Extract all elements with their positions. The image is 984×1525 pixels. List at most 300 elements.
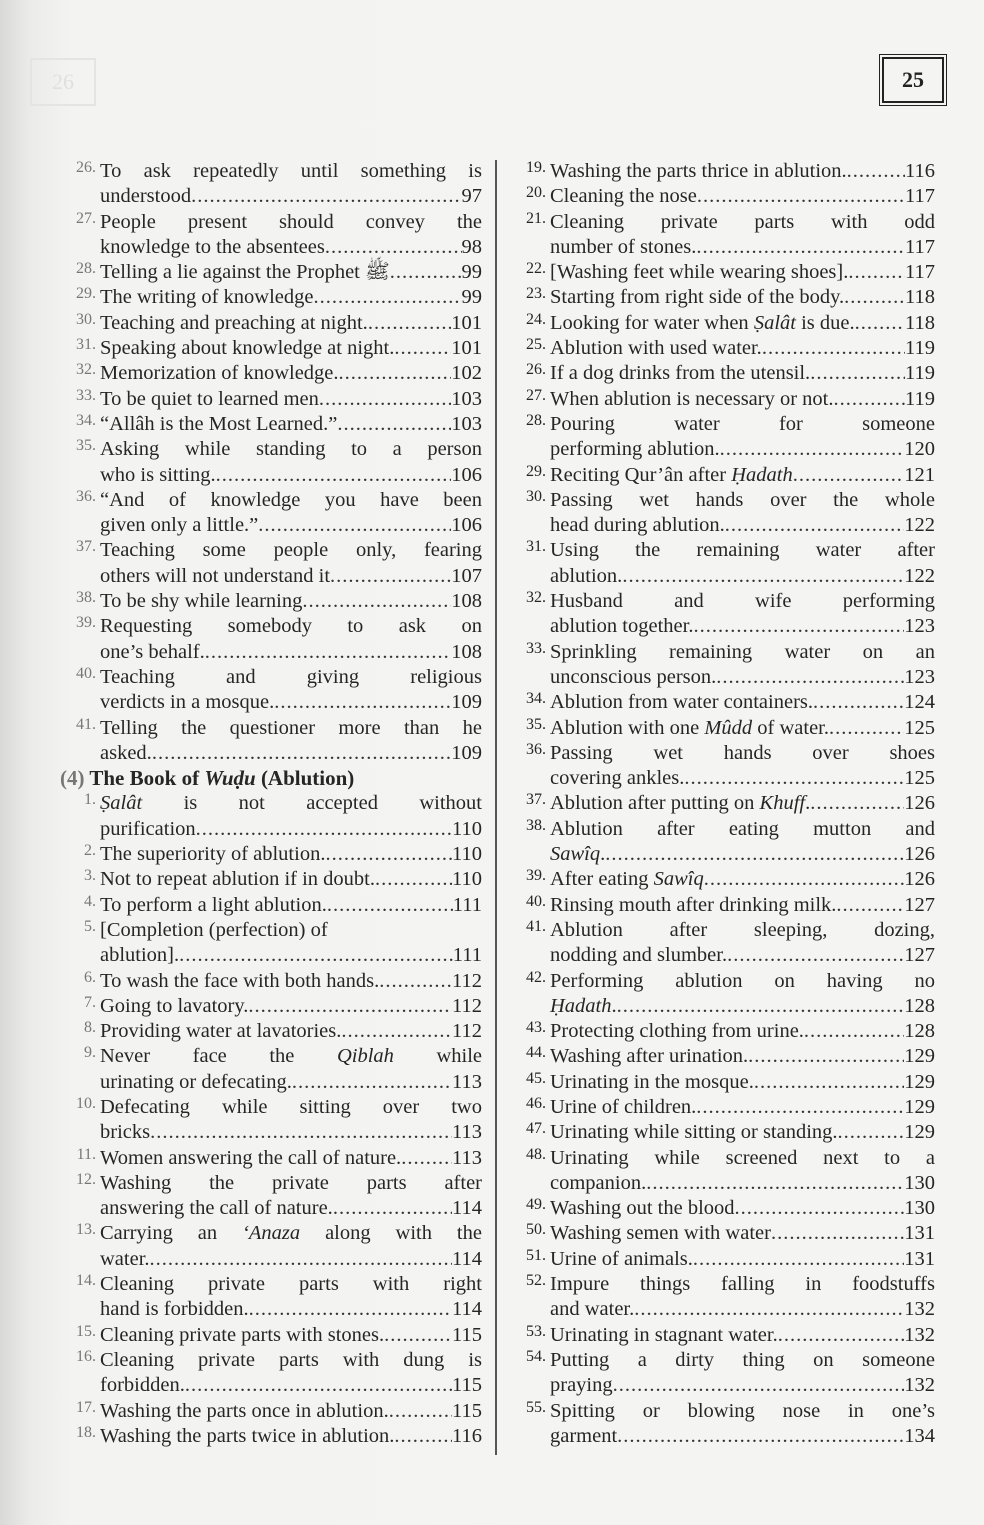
entry-line <box>100 1196 482 1221</box>
entry-title-text <box>550 235 696 260</box>
dot-leader <box>394 1424 452 1449</box>
entry-line <box>550 1120 935 1145</box>
page-ref: 125 <box>904 767 935 790</box>
toc-column-left <box>60 159 482 1449</box>
dot-leader <box>375 867 452 892</box>
entry-number: 17. <box>76 1398 96 1416</box>
entry-line <box>550 867 935 892</box>
text-segment: Cleaning private parts with odd <box>550 210 935 233</box>
entry-line <box>550 361 935 386</box>
dot-leader <box>810 791 904 816</box>
entry-line <box>550 285 935 310</box>
entry-number: 26. <box>526 361 546 379</box>
dot-leader <box>696 1095 904 1120</box>
page-ref: 131 <box>904 1247 935 1270</box>
entry-title-text <box>100 589 302 614</box>
page-ref: 115 <box>452 1374 482 1397</box>
text-segment: Providing water at lavatories. <box>100 1020 342 1043</box>
dot-leader <box>258 513 451 538</box>
page-ref: 122 <box>904 564 935 587</box>
entry-number: 1. <box>84 791 96 809</box>
page-ref: 132 <box>904 1374 935 1397</box>
entry-line <box>550 488 935 513</box>
page-ref: 98 <box>461 235 482 258</box>
entry-title-text <box>100 1247 150 1272</box>
entry-line <box>100 412 482 437</box>
entry-line <box>550 210 935 235</box>
dot-leader <box>696 235 905 260</box>
text-segment: Starting from right side of the body. <box>550 286 845 309</box>
toc-entry <box>60 412 482 437</box>
toc-entry <box>60 665 482 716</box>
text-segment: Washing the parts twice in ablution. <box>100 1424 395 1447</box>
dot-leader <box>684 766 904 791</box>
dot-leader <box>834 387 905 412</box>
text-segment: Cleaning private parts with dung is <box>100 1348 482 1371</box>
dot-leader <box>205 640 452 665</box>
entry-title-text <box>550 1019 804 1044</box>
toc-entry <box>510 1044 935 1069</box>
entry-title-text <box>550 943 727 968</box>
toc-entry <box>60 589 482 614</box>
toc-entry <box>60 614 482 665</box>
text-segment: Using the remaining water after <box>550 539 935 562</box>
text-segment: Women answering the call of nature. <box>100 1146 402 1169</box>
text-segment: To wash the face with both hands. <box>100 969 380 992</box>
dot-leader <box>150 1120 452 1145</box>
entry-title-text <box>550 1247 693 1272</box>
entry-line <box>100 210 482 235</box>
entry-title-text <box>550 1221 771 1246</box>
entry-title-text <box>100 867 375 892</box>
page-ref: 127 <box>904 944 935 967</box>
toc-entry <box>510 1221 935 1246</box>
entry-line <box>100 538 482 563</box>
text-segment: [Washing feet while wearing shoes]. <box>550 261 849 284</box>
text-segment: Telling a lie against the Prophet ﷺ <box>100 261 390 284</box>
entry-title-text <box>550 1297 634 1322</box>
text-segment: [Completion (perfection) of <box>100 918 328 941</box>
entry-number: 7. <box>84 993 96 1011</box>
dot-leader <box>339 361 452 386</box>
toc-entry <box>510 285 935 310</box>
dot-leader <box>634 1297 904 1322</box>
entry-line <box>550 311 935 336</box>
toc-entry <box>510 1196 935 1221</box>
dot-leader <box>697 184 905 209</box>
dot-leader <box>748 1044 904 1069</box>
toc-entry <box>510 690 935 715</box>
text-segment: Urine of animals. <box>550 1247 693 1270</box>
text-segment: Urine of children. <box>550 1095 697 1118</box>
toc-entry <box>510 1019 935 1044</box>
entry-title-text <box>550 1044 748 1069</box>
entry-title-text <box>100 994 248 1019</box>
text-segment: Ablution from water containers. <box>550 691 814 714</box>
text-segment: praying <box>550 1374 613 1397</box>
toc-entry <box>60 1399 482 1424</box>
section-number: (4) <box>60 766 85 791</box>
entry-number: 45. <box>526 1069 546 1087</box>
entry-line <box>550 235 935 260</box>
entry-line <box>550 1247 935 1272</box>
entry-title-text <box>100 690 274 715</box>
page-ref: 109 <box>451 741 482 764</box>
text-segment: ablution together. <box>550 615 694 638</box>
dot-leader <box>829 716 904 741</box>
toc-entry <box>510 159 935 184</box>
page-ref: 122 <box>904 514 935 537</box>
toc-entry <box>510 463 935 488</box>
toc-entry <box>60 387 482 412</box>
text-segment: Passing wet hands over the whole <box>550 488 935 511</box>
entry-number: 2. <box>84 842 96 860</box>
entry-number: 39. <box>526 867 546 885</box>
bleed-through-page-number: 26 <box>30 58 96 106</box>
dot-leader <box>384 1323 452 1348</box>
italic-term: Khuff <box>759 792 806 815</box>
entry-number: 26. <box>76 159 96 176</box>
page-number: 25 <box>882 57 944 103</box>
dot-leader <box>716 665 904 690</box>
dot-leader <box>617 1424 904 1449</box>
text-segment: Protecting clothing from urine. <box>550 1020 804 1043</box>
toc-entry <box>60 210 482 261</box>
entry-number: 15. <box>76 1322 96 1340</box>
dot-leader <box>847 159 905 184</box>
text-segment: Looking for water when <box>550 311 754 334</box>
toc-entry <box>60 1272 482 1323</box>
dot-leader <box>762 336 905 361</box>
entry-title-text <box>550 1424 617 1449</box>
entry-title-text <box>100 1070 292 1095</box>
entry-line <box>550 969 935 994</box>
toc-entry <box>60 336 482 361</box>
text-segment: and water. <box>550 1298 635 1321</box>
toc-entry <box>510 260 935 285</box>
page-ref: 109 <box>451 691 482 714</box>
toc-entry <box>510 1272 935 1323</box>
toc-entry <box>510 791 935 816</box>
text-segment: Cleaning the nose <box>550 185 697 208</box>
entry-number: 44. <box>526 1044 546 1062</box>
dot-leader <box>389 1399 452 1424</box>
dot-leader <box>319 387 451 412</box>
toc-entry <box>510 1146 935 1197</box>
toc-entry <box>510 1399 935 1450</box>
text-segment: water. <box>100 1247 150 1270</box>
entry-line <box>100 817 482 842</box>
text-segment: . <box>611 994 617 1017</box>
dot-leader <box>693 1247 904 1272</box>
text-segment: Requesting somebody to ask on <box>100 615 482 638</box>
entry-title-text <box>550 260 848 285</box>
entry-number: 30. <box>76 310 96 328</box>
entry-line <box>550 1044 935 1069</box>
entry-line <box>550 1095 935 1120</box>
entry-number: 37. <box>526 791 546 809</box>
entry-title-text <box>550 564 622 589</box>
text-segment: Impure things falling in foodstuffs <box>550 1273 935 1296</box>
text-segment: covering ankles. <box>550 767 685 790</box>
entry-title-text <box>550 1323 778 1348</box>
toc-entry <box>60 994 482 1019</box>
text-segment: knowledge to the absentees <box>100 235 325 258</box>
page-ref: 129 <box>904 1121 935 1144</box>
page-ref: 103 <box>451 387 482 410</box>
text-segment: . <box>805 792 811 815</box>
entry-title-text <box>100 260 390 285</box>
dot-leader <box>838 1120 905 1145</box>
text-segment: To be quiet to learned men <box>100 387 319 410</box>
text-segment: unconscious person. <box>550 665 717 688</box>
entry-line <box>100 1221 482 1246</box>
entry-line <box>100 361 482 386</box>
toc-entry <box>510 387 935 412</box>
entry-line <box>550 260 935 285</box>
entry-title-text <box>100 741 152 766</box>
text-segment: Ablution with one <box>550 716 705 739</box>
toc-entry <box>510 361 935 386</box>
entry-line <box>550 1019 935 1044</box>
entry-title-text <box>100 513 258 538</box>
entry-line <box>550 918 935 943</box>
entry-title-text <box>550 463 793 488</box>
toc-entry <box>510 918 935 969</box>
entry-line <box>100 842 482 867</box>
toc-entry <box>60 1019 482 1044</box>
entry-line <box>100 1297 482 1322</box>
entry-number: 24. <box>526 310 546 328</box>
entry-number: 52. <box>526 1272 546 1290</box>
entry-title-text <box>550 387 834 412</box>
page-ref: 115 <box>452 1323 482 1346</box>
entry-line <box>550 387 935 412</box>
entry-line <box>550 1373 935 1398</box>
toc-entry <box>60 918 482 969</box>
text-segment: . <box>600 843 606 866</box>
page-ref: 115 <box>452 1399 482 1422</box>
page-ref: 119 <box>905 362 935 385</box>
page-ref: 117 <box>905 185 935 208</box>
entry-title-text <box>100 184 191 209</box>
entry-line <box>100 1272 482 1297</box>
entry-title-text <box>100 235 325 260</box>
dot-leader <box>836 893 904 918</box>
italic-term: Mûdd <box>704 716 753 739</box>
dot-leader <box>848 260 905 285</box>
toc-entry <box>60 1221 482 1272</box>
text-segment: “Allâh is the Most Learned.” <box>100 412 338 435</box>
text-segment: given only a little.” <box>100 514 259 537</box>
entry-line <box>100 336 482 361</box>
entry-line <box>550 589 935 614</box>
page-ref: 130 <box>904 1171 935 1194</box>
dot-leader <box>325 842 452 867</box>
italic-term: Ṣalât <box>753 311 796 334</box>
page-ref: 119 <box>905 337 935 360</box>
entry-title-text <box>550 867 704 892</box>
dot-leader <box>368 311 451 336</box>
dot-leader <box>337 412 451 437</box>
entry-title-text <box>550 437 720 462</box>
entry-title-text <box>100 387 319 412</box>
page-ref: 110 <box>452 868 482 891</box>
text-segment: Urinating while sitting or standing. <box>550 1121 838 1144</box>
entry-title-text <box>100 1399 389 1424</box>
entry-number: 34. <box>76 411 96 429</box>
entry-line <box>550 943 935 968</box>
toc-entry <box>510 488 935 539</box>
entry-title-text <box>550 184 697 209</box>
text-segment: Not to repeat ablution if in doubt. <box>100 868 375 891</box>
dot-leader <box>646 1171 904 1196</box>
dot-leader <box>754 1070 904 1095</box>
page-ref: 112 <box>452 969 482 992</box>
entry-line <box>100 969 482 994</box>
entry-title-text <box>100 1297 249 1322</box>
toc-entry <box>60 437 482 488</box>
page-ref: 128 <box>904 994 935 1017</box>
page-ref: 132 <box>904 1323 935 1346</box>
text-segment: To perform a light ablution. <box>100 893 327 916</box>
text-segment: Urinating in the mosque. <box>550 1070 754 1093</box>
text-segment: After eating <box>550 868 654 891</box>
toc-entry <box>510 589 935 640</box>
dot-leader <box>813 690 904 715</box>
page-ref: 121 <box>904 463 935 486</box>
entry-number: 16. <box>76 1347 96 1365</box>
entry-line <box>550 1424 935 1449</box>
text-segment: Spitting or blowing nose in one’s <box>550 1399 935 1422</box>
dot-leader <box>314 285 462 310</box>
text-segment: urinating or defecating. <box>100 1070 292 1093</box>
toc-entry <box>60 1146 482 1171</box>
dot-leader <box>704 867 905 892</box>
entry-title-text <box>100 463 216 488</box>
text-segment: Ablution after eating mutton and <box>550 817 935 840</box>
entry-title-text <box>550 893 836 918</box>
page-ref: 103 <box>451 412 482 435</box>
text-segment: People present should convey the <box>100 210 482 233</box>
entry-line <box>550 614 935 639</box>
entry-line <box>100 513 482 538</box>
entry-line <box>100 285 482 310</box>
text-segment: purification <box>100 817 196 840</box>
dot-leader <box>693 614 904 639</box>
entry-title-text <box>550 766 684 791</box>
page-ref: 126 <box>904 868 935 891</box>
dot-leader <box>605 842 904 867</box>
dot-leader <box>327 893 453 918</box>
text-segment: nodding and slumber. <box>550 944 728 967</box>
entry-line <box>550 412 935 437</box>
text-segment: performing ablution. <box>550 438 720 461</box>
page-ref: 118 <box>905 311 935 334</box>
toc-entry <box>510 716 935 741</box>
entry-line <box>100 614 482 639</box>
dot-leader <box>152 741 451 766</box>
text-segment: bricks <box>100 1121 151 1144</box>
dot-leader <box>725 513 904 538</box>
page-ref: 113 <box>452 1146 482 1169</box>
text-segment: Teaching some people only, fearing <box>100 539 482 562</box>
toc-entry <box>510 640 935 691</box>
entry-line <box>100 1348 482 1373</box>
entry-title-text <box>100 893 327 918</box>
toc-entry <box>60 1348 482 1399</box>
dot-leader <box>735 1196 905 1221</box>
text-segment: Sprinkling remaining water on an <box>550 640 935 663</box>
text-segment: Never face the <box>100 1045 337 1068</box>
toc-entry <box>510 1070 935 1095</box>
toc-entry <box>60 842 482 867</box>
text-segment: asked. <box>100 741 152 764</box>
text-segment: Washing semen with water <box>550 1222 771 1245</box>
page-ref: 126 <box>904 843 935 866</box>
entry-line <box>100 741 482 766</box>
toc-entry <box>510 1348 935 1399</box>
text-segment: Putting a dirty thing on someone <box>550 1348 935 1371</box>
entry-line <box>550 463 935 488</box>
entry-line <box>100 1146 482 1171</box>
entry-line <box>550 716 935 741</box>
text-segment: is due. <box>795 311 855 334</box>
dot-leader <box>302 589 451 614</box>
italic-term: Qiblah <box>336 1045 394 1068</box>
toc-entry <box>60 159 482 210</box>
entry-number: 38. <box>76 589 96 607</box>
text-segment: of water. <box>752 716 829 739</box>
entry-number: 19. <box>526 159 546 176</box>
entry-number: 40. <box>526 892 546 910</box>
italic-term: Wuḍu <box>204 766 256 791</box>
page-ref: 101 <box>451 337 482 360</box>
text-segment: The writing of knowledge <box>100 286 314 309</box>
entry-title-text <box>550 159 847 184</box>
entry-line <box>100 791 482 816</box>
entry-title-text <box>550 336 762 361</box>
entry-number: 42. <box>526 968 546 986</box>
page-ref: 114 <box>452 1298 482 1321</box>
page-ref: 131 <box>904 1222 935 1245</box>
entry-line <box>100 994 482 1019</box>
page-ref: 113 <box>452 1121 482 1144</box>
toc-entry <box>510 969 935 1020</box>
dot-leader <box>771 1221 904 1246</box>
dot-leader <box>330 564 451 589</box>
page-ref: 99 <box>461 261 482 284</box>
entry-number: 39. <box>76 614 96 632</box>
toc-entry <box>60 867 482 892</box>
entry-number: 36. <box>526 740 546 758</box>
entry-line <box>550 842 935 867</box>
entry-line <box>550 1070 935 1095</box>
entry-line <box>550 159 935 184</box>
entry-number: 48. <box>526 1145 546 1163</box>
dot-leader <box>191 184 461 209</box>
section-heading <box>60 766 482 791</box>
text-segment: Passing wet hands over shoes <box>550 741 935 764</box>
text-segment: ablution]. <box>100 944 180 967</box>
toc-entry <box>510 1247 935 1272</box>
page-ref: 129 <box>904 1095 935 1118</box>
dot-leader <box>179 943 453 968</box>
entry-line <box>550 1272 935 1297</box>
entry-line <box>100 1373 482 1398</box>
entry-line <box>550 1171 935 1196</box>
entry-number: 28. <box>76 260 96 278</box>
